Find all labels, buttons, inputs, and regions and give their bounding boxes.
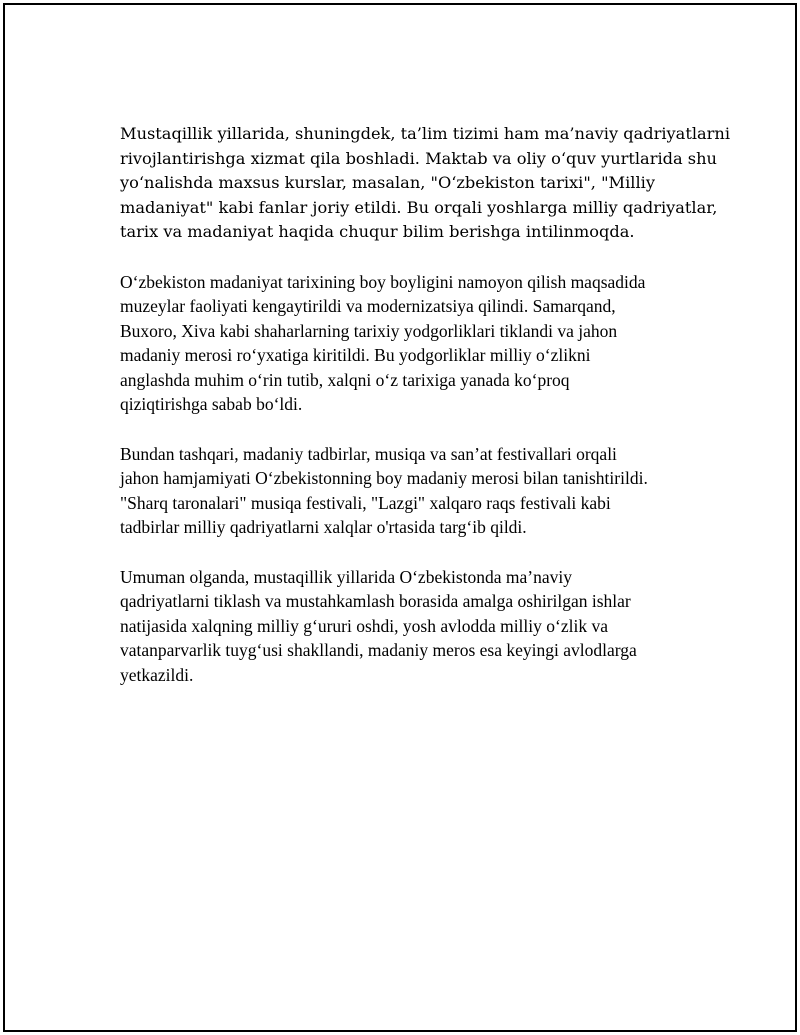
text-line: tarix va madaniyat haqida chuqur bilim berishga intilinmoqda. (120, 222, 635, 241)
text-line: madaniy merosi ro‘yxatiga kiritildi. Bu yodgorliklar milliy o‘zlikni (120, 345, 591, 365)
text-line: vatanparvarlik tuyg‘usi shakllandi, madaniy meros esa keyingi avlodlarga (120, 640, 637, 660)
text-line: Umuman olganda, mustaqillik yillarida O‘zbekistonda ma’naviy (120, 566, 572, 587)
text-line: rivojlantirishga xizmat qila boshladi. Maktab va oliy o‘quv yurtlarida shu (120, 148, 717, 168)
text-line: natijasida xalqning milliy g‘ururi oshdi, yosh avlodda milliy o‘zlik va (120, 615, 608, 636)
text-line: O‘zbekiston madaniyat tarixining boy boyligini namoyon qilish maqsadida (120, 271, 646, 292)
text-line: Mustaqillik yillarida, shuningdek, ta’lim tizimi ham ma’naviy qadriyatlarni (120, 124, 731, 143)
text-line: qadriyatlarni tiklash va mustahkamlash borasida amalga oshirilgan ishlar (120, 591, 631, 611)
document-body (120, 122, 731, 712)
text-line: madaniyat" kabi fanlar joriy etildi. Bu orqali yoshlarga milliy qadriyatlar, (120, 197, 718, 217)
text-line: Buxoro, Xiva kabi shaharlarning tarixiy yodgorliklari tiklandi va jahon (120, 320, 618, 341)
paragraph-education (120, 122, 731, 245)
text-line: qiziqtirishga sabab bo‘ldi. (120, 394, 303, 414)
paragraph-conclusion (120, 565, 690, 688)
text-line: Bundan tashqari, madaniy tadbirlar, musiqa va san’at festivallari orqali (120, 443, 617, 464)
text-line: muzeylar faoliyati kengaytirildi va modernizatsiya qilindi. Samarqand, (120, 296, 616, 316)
paragraph-festivals (120, 442, 690, 540)
paragraph-museums (120, 270, 690, 417)
text-line: jahon hamjamiyati O‘zbekistonning boy madaniy merosi bilan tanishtirildi. (120, 468, 648, 488)
text-line: tadbirlar milliy qadriyatlarni xalqlar o'rtasida targ‘ib qildi. (120, 517, 527, 537)
text-line: anglashda muhim o‘rin tutib, xalqni o‘z tarixiga yanada ko‘proq (120, 369, 570, 390)
text-line: yo‘nalishda maxsus kurslar, masalan, "O‘zbekiston tarixi", "Milliy (120, 173, 655, 192)
text-line: "Sharq taronalari" musiqa festivali, "Lazgi" xalqaro raqs festivali kabi (120, 492, 611, 513)
document-page (3, 3, 797, 1032)
text-line: yetkazildi. (120, 664, 194, 685)
